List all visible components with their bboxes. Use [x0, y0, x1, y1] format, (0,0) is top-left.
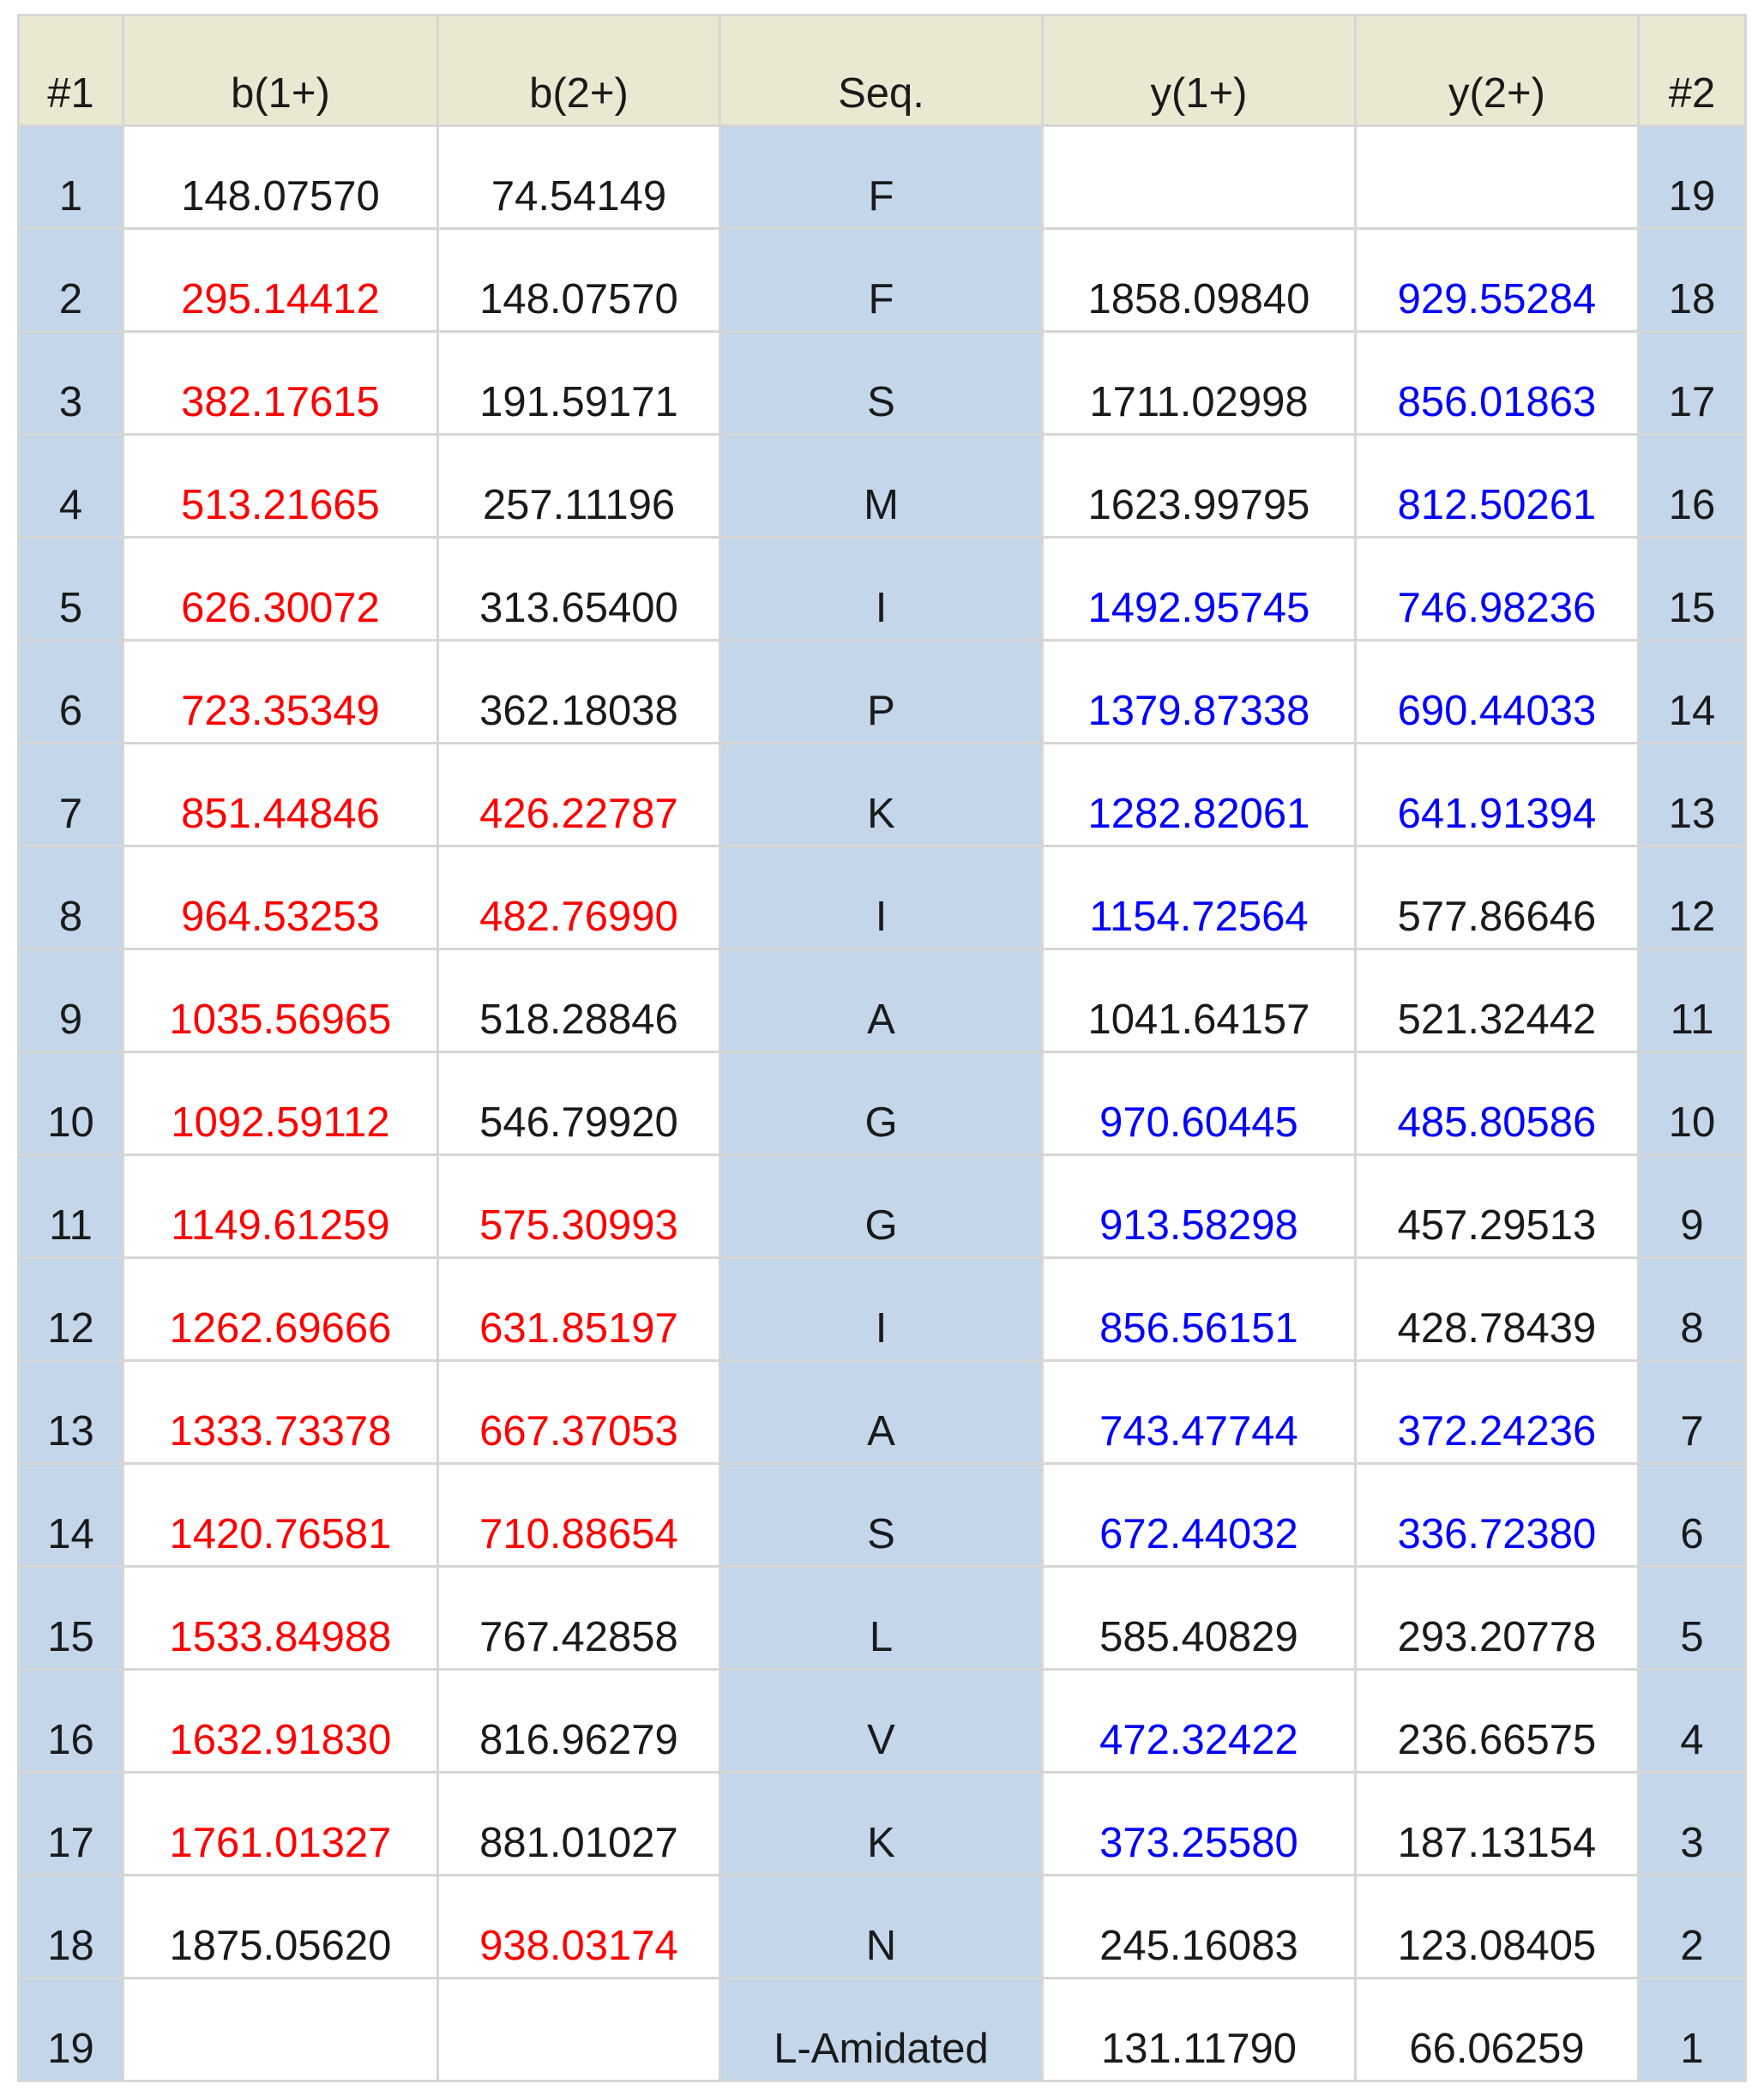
y2-value-cell: 690.44033 [1356, 641, 1639, 744]
table-row [19, 744, 1746, 846]
index-2-cell: 2 [1639, 1876, 1746, 1979]
index-2-cell: 7 [1639, 1361, 1746, 1464]
table-row [19, 1155, 1746, 1258]
table-row [19, 435, 1746, 538]
y1-value-cell: 1858.09840 [1043, 229, 1356, 332]
y1-value-cell: 1282.82061 [1043, 744, 1356, 846]
y2-value-cell: 577.86646 [1356, 846, 1639, 949]
b2-value-cell: 74.54149 [438, 126, 720, 229]
header-seq: Seq. [720, 15, 1043, 126]
index-2-cell: 3 [1639, 1773, 1746, 1876]
index-2-cell: 8 [1639, 1258, 1746, 1361]
index-1-cell: 12 [19, 1258, 123, 1361]
y1-value-cell: 1711.02998 [1043, 332, 1356, 435]
y1-value-cell: 131.11790 [1043, 1979, 1356, 2081]
y2-value-cell: 372.24236 [1356, 1361, 1639, 1464]
table-row [19, 1876, 1746, 1979]
b2-value-cell: 816.96279 [438, 1670, 720, 1773]
y1-value-cell: 672.44032 [1043, 1464, 1356, 1567]
index-2-cell: 19 [1639, 126, 1746, 229]
y1-value-cell: 373.25580 [1043, 1773, 1356, 1876]
sequence-residue-cell: S [720, 1464, 1043, 1567]
b1-value-cell: 1333.73378 [123, 1361, 438, 1464]
sequence-residue-cell: I [720, 538, 1043, 641]
index-2-cell: 4 [1639, 1670, 1746, 1773]
b2-value-cell: 881.01027 [438, 1773, 720, 1876]
y2-value-cell: 812.50261 [1356, 435, 1639, 538]
sequence-residue-cell: F [720, 229, 1043, 332]
b2-value-cell: 710.88654 [438, 1464, 720, 1567]
y2-value-cell: 66.06259 [1356, 1979, 1639, 2081]
b2-value-cell: 191.59171 [438, 332, 720, 435]
table-row [19, 1361, 1746, 1464]
b1-value-cell: 1035.56965 [123, 949, 438, 1052]
sequence-residue-cell: F [720, 126, 1043, 229]
y2-value-cell: 236.66575 [1356, 1670, 1639, 1773]
table-row [19, 1670, 1746, 1773]
sequence-residue-cell: K [720, 1773, 1043, 1876]
index-1-cell: 3 [19, 332, 123, 435]
index-2-cell: 13 [1639, 744, 1746, 846]
sequence-residue-cell: K [720, 744, 1043, 846]
y1-value-cell: 970.60445 [1043, 1052, 1356, 1155]
header-y1: y(1+) [1043, 15, 1356, 126]
y2-value-cell: 428.78439 [1356, 1258, 1639, 1361]
b1-value-cell: 1092.59112 [123, 1052, 438, 1155]
b2-value-cell: 518.28846 [438, 949, 720, 1052]
y1-value-cell: 585.40829 [1043, 1567, 1356, 1670]
sequence-residue-cell: N [720, 1876, 1043, 1979]
table-row [19, 949, 1746, 1052]
y1-value-cell: 472.32422 [1043, 1670, 1356, 1773]
index-2-cell: 9 [1639, 1155, 1746, 1258]
b1-value-cell: 964.53253 [123, 846, 438, 949]
header-index-2: #2 [1639, 15, 1746, 126]
table-header [19, 15, 1746, 126]
b1-value-cell: 1149.61259 [123, 1155, 438, 1258]
y1-value-cell: 913.58298 [1043, 1155, 1356, 1258]
b2-value-cell [438, 1979, 720, 2081]
header-index-1: #1 [19, 15, 123, 126]
table-row [19, 1567, 1746, 1670]
fragment-ion-table [17, 14, 1747, 2082]
y1-value-cell: 245.16083 [1043, 1876, 1356, 1979]
sequence-residue-cell: G [720, 1155, 1043, 1258]
y1-value-cell: 743.47744 [1043, 1361, 1356, 1464]
index-1-cell: 4 [19, 435, 123, 538]
table-row [19, 1258, 1746, 1361]
y1-value-cell: 856.56151 [1043, 1258, 1356, 1361]
index-2-cell: 11 [1639, 949, 1746, 1052]
y2-value-cell: 856.01863 [1356, 332, 1639, 435]
header-b2: b(2+) [438, 15, 720, 126]
index-1-cell: 19 [19, 1979, 123, 2081]
header-b1: b(1+) [123, 15, 438, 126]
b1-value-cell: 1262.69666 [123, 1258, 438, 1361]
sequence-residue-cell: L [720, 1567, 1043, 1670]
b2-value-cell: 426.22787 [438, 744, 720, 846]
b1-value-cell: 513.21665 [123, 435, 438, 538]
sequence-residue-cell: G [720, 1052, 1043, 1155]
b2-value-cell: 482.76990 [438, 846, 720, 949]
y2-value-cell: 929.55284 [1356, 229, 1639, 332]
b1-value-cell: 1632.91830 [123, 1670, 438, 1773]
index-1-cell: 7 [19, 744, 123, 846]
b1-value-cell: 1533.84988 [123, 1567, 438, 1670]
b1-value-cell: 626.30072 [123, 538, 438, 641]
y2-value-cell [1356, 126, 1639, 229]
table-row [19, 229, 1746, 332]
b2-value-cell: 313.65400 [438, 538, 720, 641]
b2-value-cell: 631.85197 [438, 1258, 720, 1361]
b2-value-cell: 546.79920 [438, 1052, 720, 1155]
b1-value-cell: 851.44846 [123, 744, 438, 846]
index-1-cell: 13 [19, 1361, 123, 1464]
sequence-residue-cell: P [720, 641, 1043, 744]
index-1-cell: 8 [19, 846, 123, 949]
y1-value-cell: 1623.99795 [1043, 435, 1356, 538]
b2-value-cell: 362.18038 [438, 641, 720, 744]
table-row [19, 641, 1746, 744]
b2-value-cell: 575.30993 [438, 1155, 720, 1258]
y1-value-cell [1043, 126, 1356, 229]
y1-value-cell: 1041.64157 [1043, 949, 1356, 1052]
y2-value-cell: 641.91394 [1356, 744, 1639, 846]
b2-value-cell: 938.03174 [438, 1876, 720, 1979]
sequence-residue-cell: I [720, 1258, 1043, 1361]
table-row [19, 1773, 1746, 1876]
b2-value-cell: 667.37053 [438, 1361, 720, 1464]
y2-value-cell: 293.20778 [1356, 1567, 1639, 1670]
index-1-cell: 6 [19, 641, 123, 744]
sequence-residue-cell: I [720, 846, 1043, 949]
index-1-cell: 5 [19, 538, 123, 641]
index-2-cell: 18 [1639, 229, 1746, 332]
sequence-residue-cell: V [720, 1670, 1043, 1773]
b1-value-cell: 1875.05620 [123, 1876, 438, 1979]
index-1-cell: 16 [19, 1670, 123, 1773]
b1-value-cell: 1420.76581 [123, 1464, 438, 1567]
index-2-cell: 15 [1639, 538, 1746, 641]
table-row [19, 1464, 1746, 1567]
table-row [19, 846, 1746, 949]
y2-value-cell: 187.13154 [1356, 1773, 1639, 1876]
header-y2: y(2+) [1356, 15, 1639, 126]
y2-value-cell: 336.72380 [1356, 1464, 1639, 1567]
index-1-cell: 11 [19, 1155, 123, 1258]
index-1-cell: 9 [19, 949, 123, 1052]
b1-value-cell: 382.17615 [123, 332, 438, 435]
header-row [19, 15, 1746, 126]
y2-value-cell: 457.29513 [1356, 1155, 1639, 1258]
index-2-cell: 6 [1639, 1464, 1746, 1567]
sequence-residue-cell: A [720, 949, 1043, 1052]
y1-value-cell: 1379.87338 [1043, 641, 1356, 744]
index-1-cell: 14 [19, 1464, 123, 1567]
table-row [19, 1979, 1746, 2081]
index-1-cell: 2 [19, 229, 123, 332]
index-1-cell: 10 [19, 1052, 123, 1155]
index-1-cell: 1 [19, 126, 123, 229]
index-1-cell: 17 [19, 1773, 123, 1876]
table-row [19, 126, 1746, 229]
table-body [19, 126, 1746, 2081]
index-2-cell: 10 [1639, 1052, 1746, 1155]
sequence-residue-cell: S [720, 332, 1043, 435]
y2-value-cell: 521.32442 [1356, 949, 1639, 1052]
b2-value-cell: 148.07570 [438, 229, 720, 332]
table-row [19, 1052, 1746, 1155]
index-2-cell: 12 [1639, 846, 1746, 949]
y1-value-cell: 1492.95745 [1043, 538, 1356, 641]
index-1-cell: 15 [19, 1567, 123, 1670]
sequence-residue-cell: M [720, 435, 1043, 538]
b1-value-cell [123, 1979, 438, 2081]
index-2-cell: 14 [1639, 641, 1746, 744]
b2-value-cell: 257.11196 [438, 435, 720, 538]
b1-value-cell: 148.07570 [123, 126, 438, 229]
sequence-residue-cell: L-Amidated [720, 1979, 1043, 2081]
index-2-cell: 1 [1639, 1979, 1746, 2081]
table-row [19, 332, 1746, 435]
index-2-cell: 17 [1639, 332, 1746, 435]
b1-value-cell: 723.35349 [123, 641, 438, 744]
y2-value-cell: 485.80586 [1356, 1052, 1639, 1155]
b1-value-cell: 295.14412 [123, 229, 438, 332]
table-row [19, 538, 1746, 641]
b2-value-cell: 767.42858 [438, 1567, 720, 1670]
sequence-residue-cell: A [720, 1361, 1043, 1464]
y2-value-cell: 123.08405 [1356, 1876, 1639, 1979]
index-1-cell: 18 [19, 1876, 123, 1979]
index-2-cell: 16 [1639, 435, 1746, 538]
y2-value-cell: 746.98236 [1356, 538, 1639, 641]
b1-value-cell: 1761.01327 [123, 1773, 438, 1876]
index-2-cell: 5 [1639, 1567, 1746, 1670]
y1-value-cell: 1154.72564 [1043, 846, 1356, 949]
